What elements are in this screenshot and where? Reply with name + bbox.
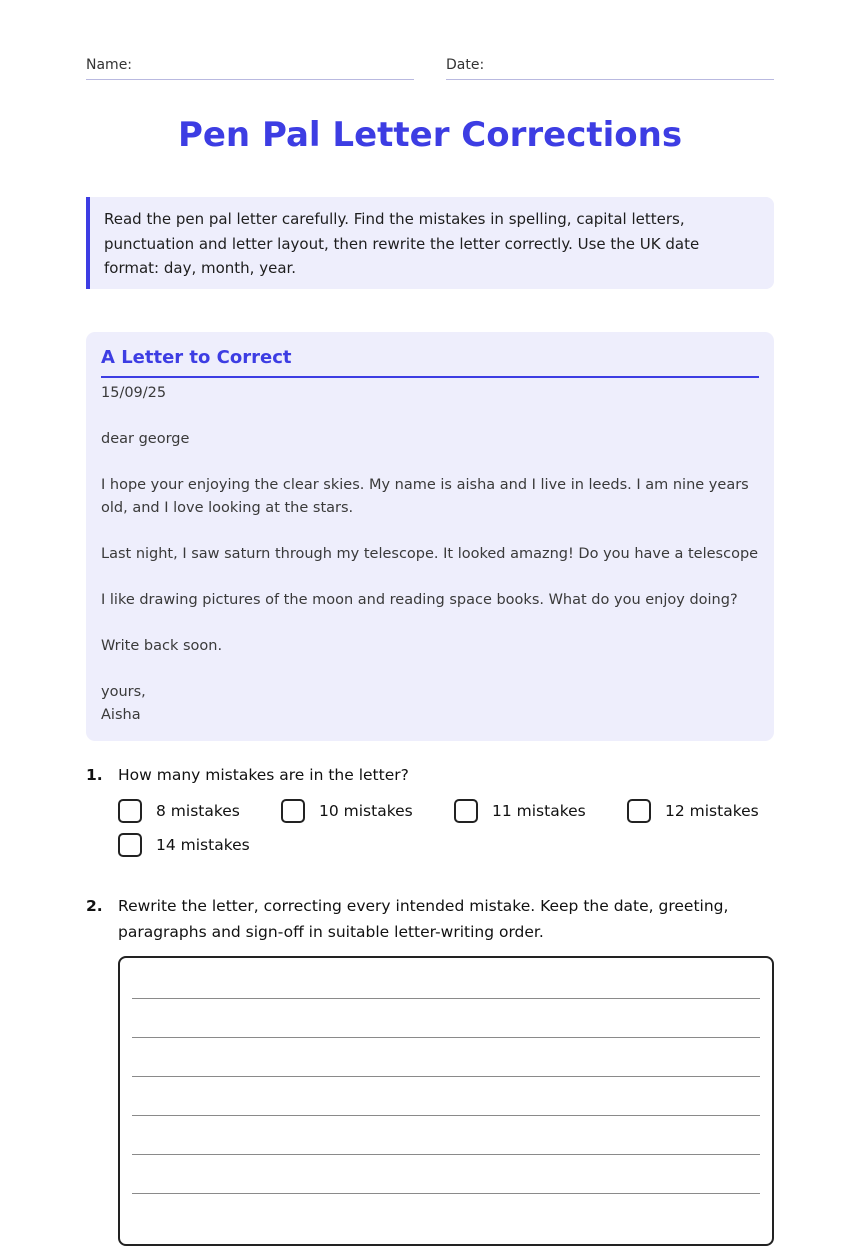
letter-greeting: dear george: [101, 431, 190, 447]
option-label: 8 mistakes: [156, 802, 240, 820]
writing-line: [132, 1115, 760, 1116]
name-date-row: [86, 54, 774, 80]
letter-panel: [86, 332, 774, 741]
letter-closing-line: Write back soon.: [101, 638, 223, 654]
option-label: 12 mistakes: [665, 802, 759, 820]
letter-body: [101, 382, 759, 727]
letter-date: 15/09/25: [101, 385, 167, 401]
option-label: 11 mistakes: [492, 802, 586, 820]
instructions-panel: Read the pen pal letter carefully. Find the mistakes in spelling, capital letters, punctuation and letter layout, then rewrite the letter correctly. Use the UK date format: day, month, year.: [86, 197, 774, 289]
answer-options: [118, 798, 774, 868]
date-label: Date:: [446, 57, 485, 73]
letter-paragraph-2: Last night, I saw saturn through my telescope. It looked amazng! Do you have a telescope: [101, 546, 759, 562]
name-field[interactable]: [86, 54, 414, 80]
question-text: How many mistakes are in the letter?: [118, 766, 409, 784]
writing-line: [132, 1154, 760, 1155]
name-label: Name:: [86, 57, 133, 73]
page-title: Pen Pal Letter Corrections: [177, 115, 683, 155]
writing-line: [132, 998, 760, 999]
writing-line: [132, 1076, 760, 1077]
question-text: Rewrite the letter, correcting every intended mistake. Keep the date, greeting, paragraphs and sign-off in suitable letter-writing order.: [118, 897, 729, 941]
option-label: 10 mistakes: [319, 802, 413, 820]
letter-paragraph-3: I like drawing pictures of the moon and reading space books. What do you enjoy doing?: [101, 592, 738, 608]
letter-paragraph-1: I hope your enjoying the clear skies. My name is aisha and I live in leeds. I am nine years old, and I love looking at the stars.: [101, 477, 749, 516]
question-2: [86, 893, 774, 945]
question-1: [86, 762, 774, 854]
letter-signature: Aisha: [101, 707, 141, 723]
checkbox[interactable]: [281, 799, 305, 823]
checkbox[interactable]: [627, 799, 651, 823]
checkbox[interactable]: [118, 799, 142, 823]
question-number: 1.: [86, 766, 103, 784]
option-label: 14 mistakes: [156, 836, 250, 854]
writing-line: [132, 1037, 760, 1038]
question-number: 2.: [86, 897, 103, 915]
checkbox[interactable]: [454, 799, 478, 823]
checkbox[interactable]: [118, 833, 142, 857]
date-field[interactable]: [446, 54, 774, 80]
letter-heading: A Letter to Correct: [101, 344, 759, 378]
rewrite-answer-box[interactable]: [118, 956, 774, 1246]
letter-sign-off: yours,: [101, 684, 146, 700]
writing-line: [132, 1193, 760, 1194]
